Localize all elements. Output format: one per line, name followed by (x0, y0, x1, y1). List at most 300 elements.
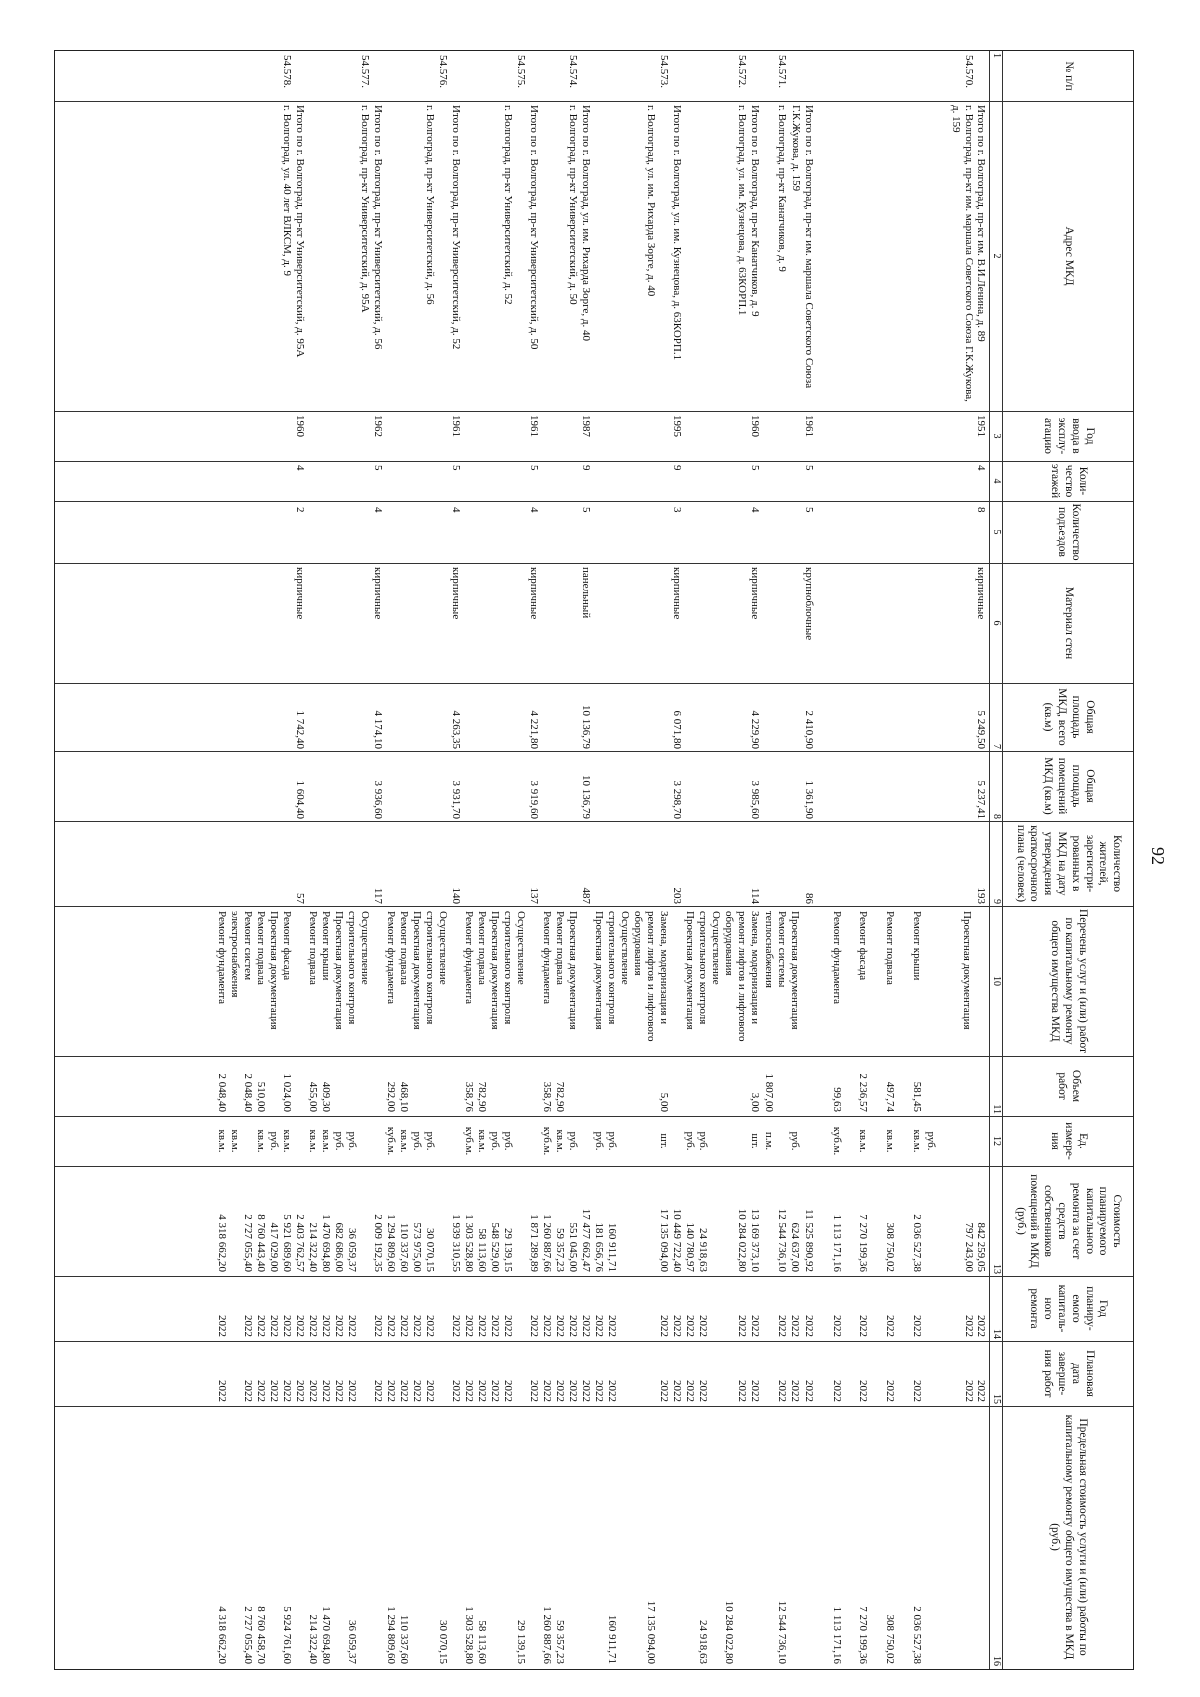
work-year: 2022 (658, 1315, 670, 1337)
residents: 86 (803, 893, 815, 904)
work-item: Осуществление (515, 911, 527, 985)
work-cost: 140 780,97 (684, 1222, 696, 1272)
work-date: 2022 (736, 1380, 748, 1402)
work-item: Проектная документация (489, 911, 501, 1030)
work-volume: 2 236,57 (857, 1073, 869, 1112)
work-date: 2022 (541, 1380, 553, 1402)
header-unit: Ед. измере-ния (1049, 1122, 1089, 1160)
year-commissioned: 1961 (528, 415, 540, 437)
work-unit: кв.м. (476, 1129, 488, 1153)
premises-area: 3 931,70 (450, 780, 462, 819)
work-cost: 682 686,00 (333, 1222, 345, 1272)
total-address: Итого по г. Волгоград, ул. им. Кузнецова, д. 63КОРП.1 (671, 105, 683, 361)
total-address: Итого по г. Волгоград, пр-кт Университетский, д. 50 (528, 105, 540, 350)
work-item: Ремонт фундамента (541, 911, 553, 1005)
year-commissioned: 1962 (372, 415, 384, 437)
work-year: 2022 (242, 1315, 254, 1337)
floors-count: 4 (294, 465, 306, 471)
year-commissioned: 1961 (803, 415, 815, 437)
year-commissioned: 1960 (749, 415, 761, 437)
work-volume: 409,30 (320, 1081, 332, 1112)
work-year: 2022 (463, 1315, 475, 1337)
work-date: 2022 (281, 1380, 293, 1402)
work-item: Ремонт крыши (320, 911, 332, 981)
work-cost: 59 357,23 (554, 1228, 566, 1272)
header-repair-year: Год планиру-емого капиталь-ного ремонта (1028, 1284, 1110, 1333)
entrances-count: 3 (671, 507, 683, 513)
work-item: Ремонт подвала (476, 911, 488, 985)
total-date: 2022 (528, 1380, 540, 1402)
work-max-cost: 59 357,23 (554, 1620, 566, 1664)
work-cost: 58 113,60 (476, 1228, 488, 1272)
work-cost: 1 260 887,66 (541, 1214, 553, 1272)
wall-material: кирпичные (671, 567, 683, 620)
floors-count: 5 (749, 465, 761, 471)
residents: 193 (975, 887, 987, 904)
work-volume: 782,90 (554, 1081, 566, 1112)
work-date: 2022 (554, 1380, 566, 1402)
premises-area: 10 136,79 (580, 775, 592, 819)
work-year: 2022 (320, 1315, 332, 1337)
work-item: Ремонт фундамента (216, 911, 228, 1005)
work-max-cost: 1 294 809,60 (385, 1606, 397, 1664)
work-date: 2022 (857, 1380, 869, 1402)
row-number: 54.572. (736, 55, 748, 88)
work-date: 2022 (684, 1380, 696, 1402)
work-date: 2022 (216, 1380, 228, 1402)
work-item: Проектная документация (268, 911, 280, 1030)
header-completion-date: Плановая дата заверше-ния работ (1042, 1349, 1096, 1398)
entrances-count: 4 (528, 507, 540, 513)
work-unit: кв.м. (320, 1129, 332, 1153)
work-year: 2022 (911, 1315, 923, 1337)
work-date: 2022 (567, 1380, 579, 1402)
work-unit: куб.м. (385, 1126, 397, 1156)
row-number: 54.577. (359, 55, 371, 88)
total-address: Итого по г. Волгоград, ул. им. Рихарда Зорге, д. 40 (580, 105, 592, 341)
work-max-cost: 4 318 662,20 (216, 1606, 228, 1664)
work-volume: 581,45 (911, 1081, 923, 1112)
work-max-cost: 17 135 094,00 (645, 1600, 657, 1664)
work-unit: руб. (684, 1131, 696, 1151)
work-year: 2022 (255, 1315, 267, 1337)
work-unit: руб. (346, 1131, 358, 1151)
total-area: 10 136,79 (580, 705, 592, 749)
building-address: г. Волгоград, пр-кт Канатчиков, д. 9 (776, 105, 788, 272)
premises-area: 1 361,90 (803, 780, 815, 819)
work-year: 2022 (776, 1315, 788, 1337)
work-item: Ремонт систем (242, 911, 254, 981)
work-item: Осуществление (619, 911, 631, 985)
work-max-cost: 7 270 199,36 (857, 1606, 869, 1664)
work-date: 2022 (606, 1380, 618, 1402)
total-year: 2022 (372, 1315, 384, 1337)
work-year: 2022 (398, 1315, 410, 1337)
work-item: Проектная документация (333, 911, 345, 1030)
work-cost: 551 045,00 (567, 1222, 579, 1272)
premises-area: 1 604,40 (294, 780, 306, 819)
total-year: 2022 (749, 1315, 761, 1337)
work-item: Замена, модернизация и (749, 911, 761, 1025)
work-unit: кв.м. (255, 1129, 267, 1153)
residents: 57 (294, 893, 306, 904)
total-area: 1 742,40 (294, 710, 306, 749)
residents: 487 (580, 887, 592, 904)
work-date: 2022 (831, 1380, 843, 1402)
work-item: Ремонт фасада (281, 911, 293, 981)
wall-material: панельный (580, 567, 592, 619)
building-address: г. Волгоград, пр-кт им. маршала Советского Союза Г.К.Жукова, д. 159 (950, 105, 975, 402)
work-item: Ремонт фундамента (463, 911, 475, 1005)
total-cost: 2 403 762,57 (294, 1214, 306, 1272)
work-max-cost: 5 924 761,60 (281, 1606, 293, 1664)
work-unit: куб.м. (463, 1126, 475, 1156)
building-address: г. Волгоград, пр-кт Университетский, д. 95А (359, 105, 371, 313)
work-cost: 36 059,37 (346, 1228, 358, 1272)
work-volume: 358,76 (541, 1081, 553, 1112)
premises-area: 3 936,60 (372, 780, 384, 819)
work-volume: 782,90 (476, 1081, 488, 1112)
col-number: 4 (991, 478, 1002, 484)
work-unit: кв.м. (398, 1129, 410, 1153)
row-number: 54.575. (515, 55, 527, 88)
work-cost: 5 921 689,60 (281, 1214, 293, 1272)
work-max-cost: 36 059,37 (346, 1620, 358, 1664)
building-address: г. Волгоград, ул. им. Рихарда Зорге, д. 40 (645, 105, 657, 297)
work-max-cost: 214 322,40 (307, 1614, 319, 1664)
col-number: 8 (991, 814, 1002, 819)
total-year: 2022 (671, 1315, 683, 1337)
work-item: Ремонт фундамента (385, 911, 397, 1005)
total-cost: 1 939 310,55 (450, 1214, 462, 1272)
total-cost: 17 477 662,47 (580, 1208, 592, 1272)
work-year: 2022 (346, 1315, 358, 1337)
work-cost: 573 975,00 (411, 1222, 423, 1272)
header-works: Перечень услуг и (или) работ по капитальному ремонту общего имущества МКД (1049, 908, 1089, 1053)
work-date: 2022 (424, 1380, 436, 1402)
page-number: 92 (1148, 847, 1168, 865)
year-commissioned: 1987 (580, 415, 592, 437)
year-commissioned: 1961 (450, 415, 462, 437)
work-max-cost: 308 750,02 (884, 1614, 896, 1664)
residents: 140 (450, 887, 462, 904)
total-cost: 842 259,05 (975, 1222, 987, 1272)
total-date: 2022 (975, 1380, 987, 1402)
work-year: 2022 (884, 1315, 896, 1337)
wall-material: кирпичные (749, 567, 761, 620)
work-item: строительного контроля (502, 911, 514, 1025)
rotated-landscape-sheet (48, 50, 1168, 1670)
premises-area: 3 919,60 (528, 780, 540, 819)
work-volume: 1 807,00 (763, 1073, 775, 1112)
repair-plan-table (54, 50, 1134, 1670)
work-cost: 308 750,02 (884, 1222, 896, 1272)
work-max-cost: 110 337,60 (398, 1614, 410, 1664)
work-unit: руб. (697, 1131, 709, 1151)
work-unit: кв.м. (281, 1129, 293, 1153)
work-cost: 2 036 527,38 (911, 1214, 923, 1272)
total-area: 6 071,80 (671, 710, 683, 749)
work-max-cost: 10 284 022,80 (723, 1600, 735, 1664)
work-date: 2022 (320, 1380, 332, 1402)
entrances-count: 4 (749, 507, 761, 513)
work-unit: руб. (502, 1131, 514, 1151)
work-cost: 4 318 662,20 (216, 1214, 228, 1272)
work-unit: кв.м. (307, 1129, 319, 1153)
work-volume: 2 048,40 (242, 1073, 254, 1112)
work-item: Осуществление (710, 911, 722, 985)
work-date: 2022 (593, 1380, 605, 1402)
residents: 203 (671, 887, 683, 904)
col-number: 1 (991, 53, 1002, 58)
total-address: Итого по г. Волгоград, пр-кт им. маршала Советского Союза Г.К.Жукова, д. 159 (790, 105, 815, 389)
building-address: г. Волгоград, ул. им. Кузнецова, д. 63КОРП.1 (736, 105, 748, 316)
header-premises-area: Общая площадь помещений МКД (кв.м) (1042, 757, 1096, 815)
work-cost: 2 727 055,40 (242, 1214, 254, 1272)
work-volume: 468,10 (398, 1081, 410, 1112)
work-volume: 3,00 (749, 1092, 761, 1112)
work-volume: 1 024,00 (281, 1073, 293, 1112)
work-cost: 30 070,15 (424, 1228, 436, 1272)
work-cost: 1 294 809,60 (385, 1214, 397, 1272)
work-item: Осуществление (359, 911, 371, 985)
work-date: 2022 (385, 1380, 397, 1402)
total-date: 2022 (294, 1380, 306, 1402)
work-volume: 455,00 (307, 1081, 319, 1112)
work-item: Проектная документация (593, 911, 605, 1030)
header-volume: Объем работ (1056, 1069, 1082, 1103)
total-area: 4 174,10 (372, 710, 384, 749)
header-address: Адрес МКД (1062, 226, 1075, 286)
work-item: оборудования (723, 911, 735, 976)
work-item: Проектная документация (567, 911, 579, 1030)
row-number: 54.571. (776, 55, 788, 88)
total-date: 2022 (749, 1380, 761, 1402)
work-item: Проектная документация (789, 911, 801, 1030)
work-unit: руб. (593, 1131, 605, 1151)
floors-count: 5 (803, 465, 815, 471)
work-max-cost: 12 544 736,10 (776, 1600, 788, 1664)
work-item: оборудования (632, 911, 644, 976)
floors-count: 5 (372, 465, 384, 471)
work-year: 2022 (502, 1315, 514, 1337)
work-year: 2022 (411, 1315, 423, 1337)
header-year-commissioned: Год ввода в эксплу-атацию (1042, 417, 1096, 455)
work-year: 2022 (831, 1315, 843, 1337)
work-year: 2022 (963, 1315, 975, 1337)
work-date: 2022 (346, 1380, 358, 1402)
work-unit: кв.м. (857, 1129, 869, 1153)
residents: 117 (372, 887, 384, 904)
work-max-cost: 1 303 528,80 (463, 1606, 475, 1664)
col-number: 7 (991, 744, 1002, 749)
work-year: 2022 (541, 1315, 553, 1337)
header-residents: Количество жителей, зарегистри-рованных в МКД на дату утверждения краткосрочного плана (человек) (1014, 824, 1124, 903)
total-cost: 2 009 192,35 (372, 1214, 384, 1272)
work-max-cost: 1 260 887,66 (541, 1606, 553, 1664)
work-cost: 110 337,60 (398, 1222, 410, 1272)
residents: 137 (528, 887, 540, 904)
work-year: 2022 (857, 1315, 869, 1337)
total-date: 2022 (450, 1380, 462, 1402)
work-item: строительного контроля (606, 911, 618, 1025)
work-unit: п.м. (763, 1131, 775, 1151)
header-total-area: Общая площадь МКД, всего (кв.м) (1042, 688, 1096, 746)
work-item: Ремонт подвала (255, 911, 267, 985)
row-number: 54.576. (437, 55, 449, 88)
work-max-cost: 160 911,71 (606, 1614, 618, 1664)
col-number: 14 (991, 1329, 1002, 1339)
work-cost: 8 760 443,40 (255, 1214, 267, 1272)
total-year: 2022 (528, 1315, 540, 1337)
work-cost: 417 029,00 (268, 1222, 280, 1272)
work-item: Ремонт подвала (554, 911, 566, 985)
work-max-cost: 1 470 694,80 (320, 1606, 332, 1664)
total-date: 2022 (372, 1380, 384, 1402)
work-date: 2022 (489, 1380, 501, 1402)
work-item: Ремонт системы (776, 911, 788, 988)
work-max-cost: 24 918,63 (697, 1620, 709, 1664)
work-date: 2022 (776, 1380, 788, 1402)
work-unit: кв.м. (911, 1129, 923, 1153)
year-commissioned: 1951 (975, 415, 987, 437)
work-item: Проектная документация (684, 911, 696, 1030)
work-date: 2022 (476, 1380, 488, 1402)
total-area: 2 410,90 (803, 710, 815, 749)
work-unit: кв.м. (216, 1129, 228, 1153)
work-cost: 181 656,76 (593, 1222, 605, 1272)
floors-count: 9 (580, 465, 592, 471)
col-number: 2 (991, 253, 1002, 259)
work-item: Ремонт фундамента (831, 911, 843, 1005)
work-max-cost: 58 113,60 (476, 1620, 488, 1664)
work-item: теплоснабжения (763, 911, 775, 988)
work-unit: руб. (606, 1131, 618, 1151)
work-item: электроснабжения (229, 911, 241, 998)
total-date: 2022 (580, 1380, 592, 1402)
work-year: 2022 (697, 1315, 709, 1337)
work-date: 2022 (789, 1380, 801, 1402)
total-address: Итого по г. Волгоград, пр-кт Университетский, д. 56 (372, 105, 384, 350)
work-unit: руб. (925, 1131, 937, 1151)
work-volume: 2 048,40 (216, 1073, 228, 1112)
premises-area: 3 298,70 (671, 780, 683, 819)
work-max-cost: 1 113 171,16 (831, 1606, 843, 1664)
floors-count: 9 (671, 465, 683, 471)
work-max-cost: 2 036 527,38 (911, 1606, 923, 1664)
work-date: 2022 (242, 1380, 254, 1402)
work-date: 2022 (911, 1380, 923, 1402)
total-year: 2022 (450, 1315, 462, 1337)
total-year: 2022 (975, 1315, 987, 1337)
work-date: 2022 (502, 1380, 514, 1402)
work-cost: 29 139,15 (502, 1228, 514, 1272)
work-year: 2022 (554, 1315, 566, 1337)
work-unit: руб. (424, 1131, 436, 1151)
work-year: 2022 (424, 1315, 436, 1337)
work-date: 2022 (658, 1380, 670, 1402)
wall-material: кирпичные (450, 567, 462, 620)
work-volume: 497,74 (884, 1081, 896, 1112)
work-year: 2022 (216, 1315, 228, 1337)
col-number: 15 (991, 1394, 1002, 1404)
work-year: 2022 (567, 1315, 579, 1337)
work-unit: руб. (268, 1131, 280, 1151)
work-cost: 7 270 199,36 (857, 1214, 869, 1272)
col-number: 5 (991, 529, 1002, 535)
work-volume: 510,00 (255, 1081, 267, 1112)
work-date: 2022 (884, 1380, 896, 1402)
work-date: 2022 (333, 1380, 345, 1402)
wall-material: крупноблочные (803, 567, 815, 641)
residents: 114 (749, 887, 761, 904)
work-unit: шт. (658, 1133, 670, 1149)
work-date: 2022 (268, 1380, 280, 1402)
work-year: 2022 (281, 1315, 293, 1337)
work-cost: 1 303 528,80 (463, 1214, 475, 1272)
col-number: 10 (991, 976, 1002, 986)
work-cost: 160 911,71 (606, 1222, 618, 1272)
entrances-count: 8 (975, 507, 987, 513)
work-year: 2022 (268, 1315, 280, 1337)
work-year: 2022 (385, 1315, 397, 1337)
entrances-count: 2 (294, 507, 306, 513)
col-number: 11 (991, 1104, 1002, 1114)
work-item: ремонт лифтов и лифтового (645, 911, 657, 1042)
total-year: 2022 (803, 1315, 815, 1337)
total-address: Итого по г. Волгоград, пр-кт Университетский, д. 52 (450, 105, 462, 350)
work-date: 2022 (463, 1380, 475, 1402)
wall-material: кирпичные (528, 567, 540, 620)
col-number: 9 (991, 899, 1002, 904)
work-item: строительного контроля (424, 911, 436, 1025)
work-year: 2022 (333, 1315, 345, 1337)
wall-material: кирпичные (372, 567, 384, 620)
row-number: 54.578. (281, 55, 293, 88)
work-date: 2022 (255, 1380, 267, 1402)
year-commissioned: 1995 (671, 415, 683, 437)
work-unit: руб. (789, 1131, 801, 1151)
work-item: Ремонт фасада (857, 911, 869, 981)
total-area: 5 249,50 (975, 710, 987, 749)
total-year: 2022 (580, 1315, 592, 1337)
col-number: 12 (991, 1136, 1002, 1146)
col-number: 13 (991, 1264, 1002, 1274)
work-unit: шт. (749, 1133, 761, 1149)
premises-area: 3 985,60 (749, 780, 761, 819)
work-date: 2022 (398, 1380, 410, 1402)
entrances-count: 5 (580, 507, 592, 513)
work-cost: 17 135 094,00 (658, 1208, 670, 1272)
work-year: 2022 (684, 1315, 696, 1337)
total-address: Итого по г. Волгоград, пр-кт Университетский, д. 95А (294, 105, 306, 358)
work-cost: 214 322,40 (307, 1222, 319, 1272)
floors-count: 5 (528, 465, 540, 471)
work-max-cost: 30 070,15 (437, 1620, 449, 1664)
header-floors: Коли-чество этажей (1049, 463, 1089, 499)
total-cost: 1 871 289,89 (528, 1214, 540, 1272)
wall-material: кирпичные (975, 567, 987, 620)
work-cost: 1 113 171,16 (831, 1214, 843, 1272)
total-cost: 11 525 890,92 (803, 1209, 815, 1272)
year-commissioned: 1960 (294, 415, 306, 437)
work-unit: руб. (489, 1131, 501, 1151)
work-unit: куб.м. (541, 1126, 553, 1156)
work-item: Проектная документация (411, 911, 423, 1030)
work-volume: 99,63 (831, 1087, 843, 1112)
work-year: 2022 (593, 1315, 605, 1337)
total-area: 4 263,35 (450, 710, 462, 749)
